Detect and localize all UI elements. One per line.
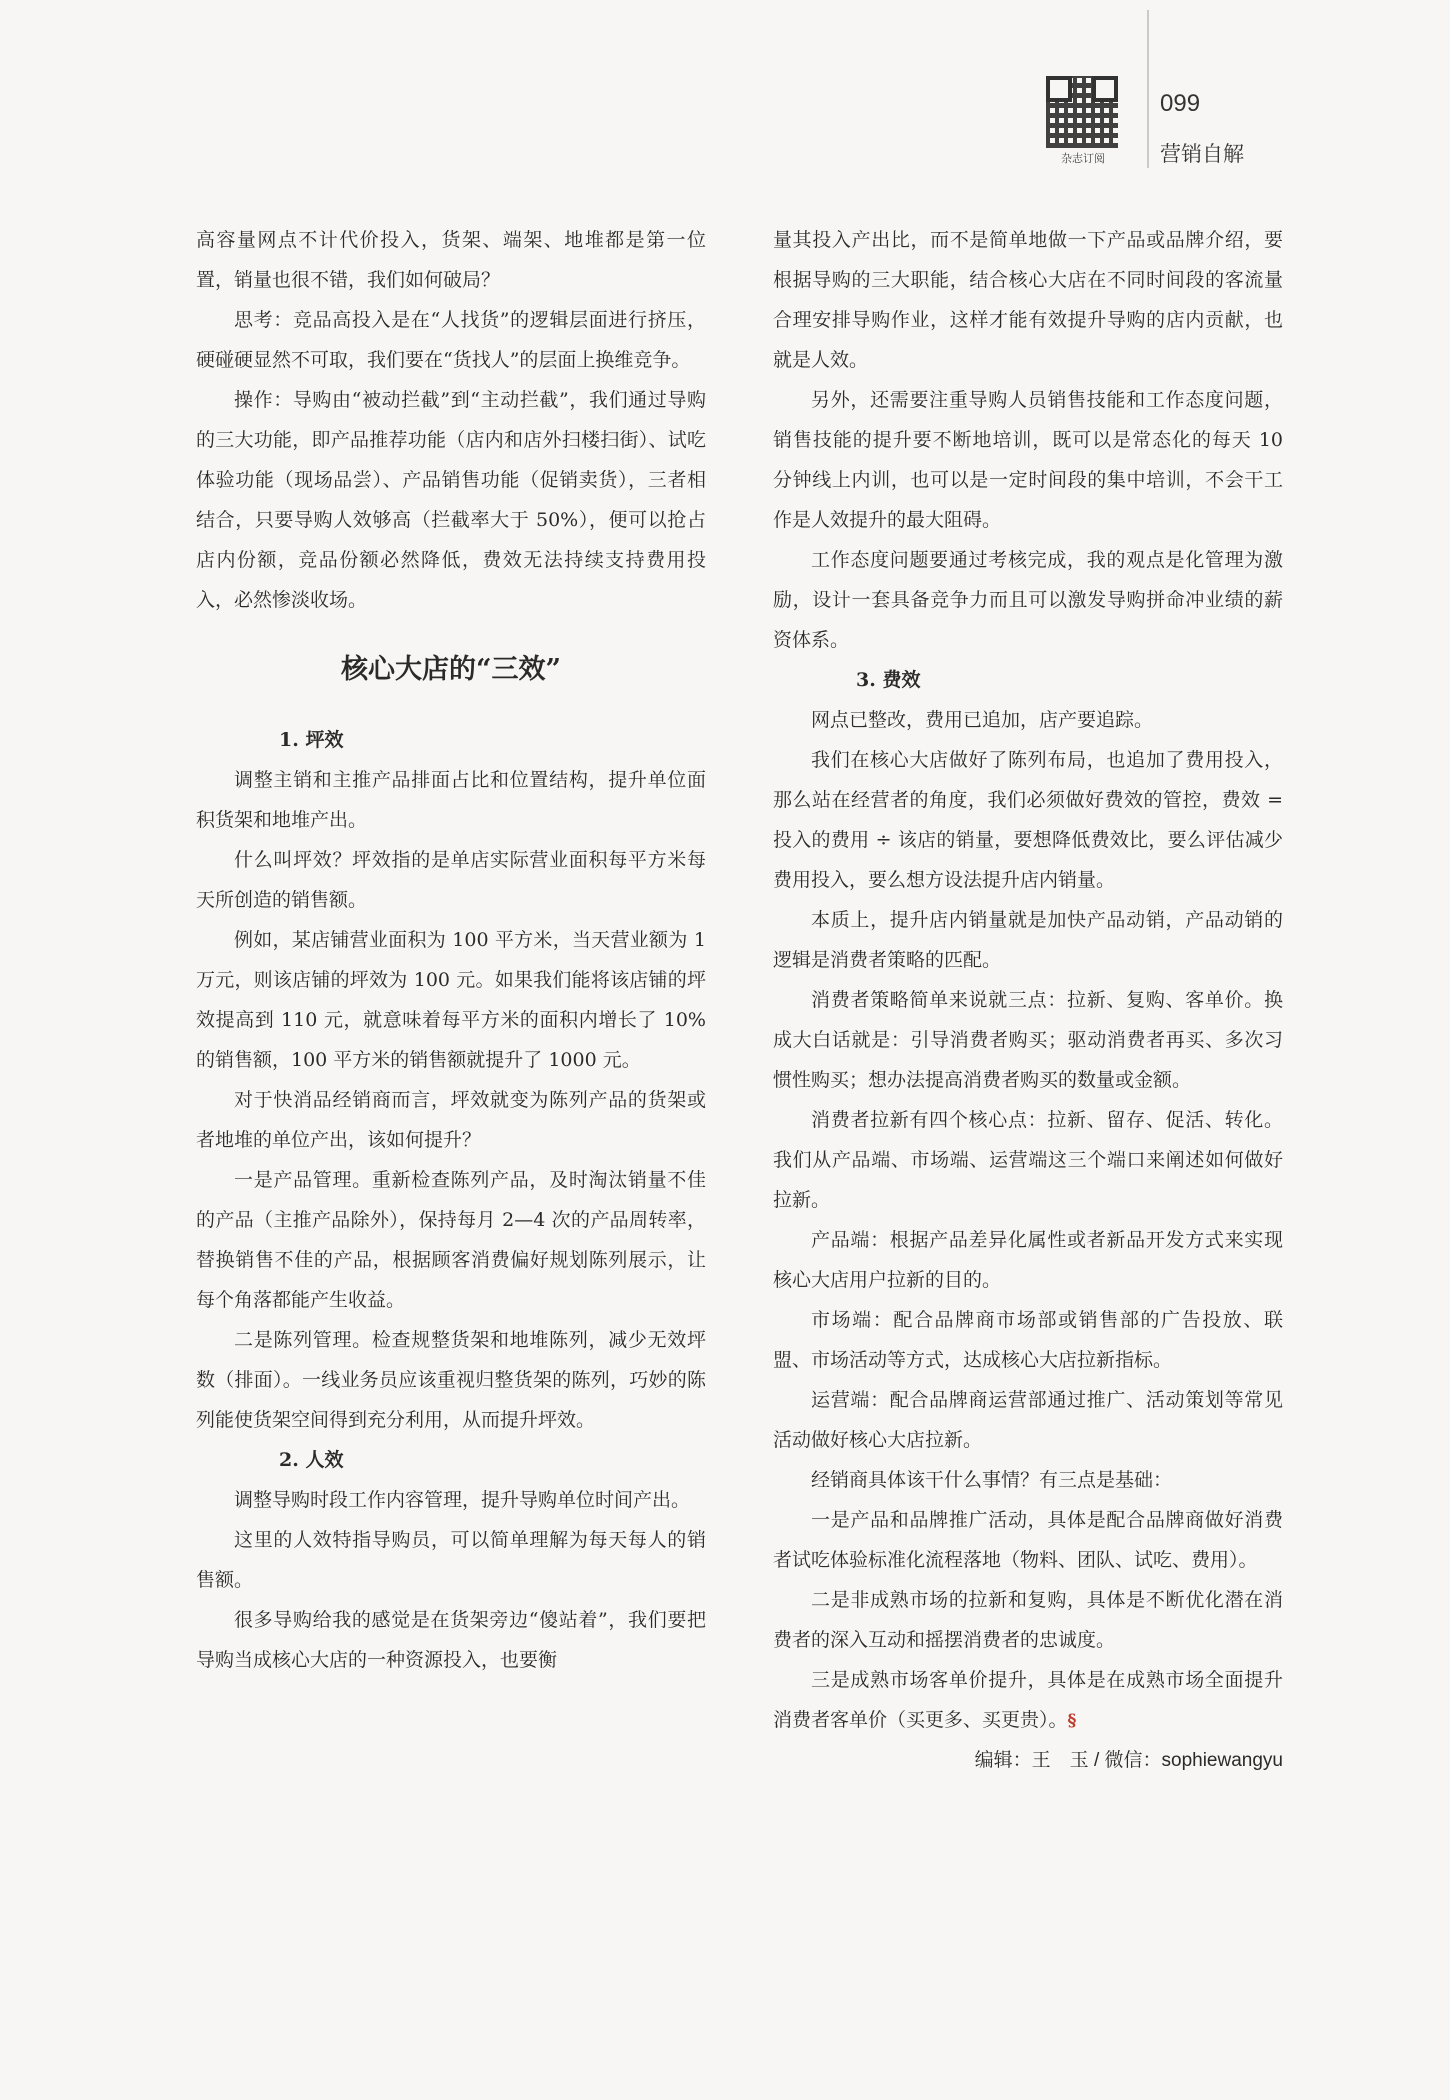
paragraph: 我们在核心大店做好了陈列布局，也追加了费用投入，那么站在经营者的角度，我们必须做好费效的管控，费效 = 投入的费用 ÷ 该店的销量，要想降低费效比，要么评估减少费用投入，要么想方设法提升店内销量。 — [773, 749, 1283, 891]
paragraph: 高容量网点不计代价投入，货架、端架、地堆都是第一位置，销量也很不错，我们如何破局？ — [196, 229, 706, 291]
paragraph: 消费者拉新有四个核心点：拉新、留存、促活、转化。我们从产品端、市场端、运营端这三个端口来阐述如何做好拉新。 — [773, 1109, 1283, 1211]
paragraph: 什么叫坪效？坪效指的是单店实际营业面积每平方米每天所创造的销售额。 — [196, 849, 706, 911]
paragraph: 产品端：根据产品差异化属性或者新品开发方式来实现核心大店用户拉新的目的。 — [773, 1229, 1283, 1291]
paragraph: 调整导购时段工作内容管理，提升导购单位时间产出。 — [234, 1489, 691, 1511]
paragraph: 市场端：配合品牌商市场部或销售部的广告投放、联盟、市场活动等方式，达成核心大店拉新指标。 — [773, 1309, 1283, 1371]
paragraph: 二是陈列管理。检查规整货架和地堆陈列，减少无效坪数（排面）。一线业务员应该重视归整货架的陈列，巧妙的陈列能使货架空间得到充分利用，从而提升坪效。 — [196, 1329, 706, 1431]
paragraph: 调整主销和主推产品排面占比和位置结构，提升单位面积货架和地堆产出。 — [196, 769, 706, 831]
end-mark-icon: § — [1067, 1711, 1077, 1731]
paragraph: 这里的人效特指导购员，可以简单理解为每天每人的销售额。 — [196, 1529, 706, 1591]
paragraph: 网点已整改，费用已追加，店产要追踪。 — [811, 709, 1154, 731]
paragraph: 例如，某店铺营业面积为 100 平方米，当天营业额为 1 万元，则该店铺的坪效为 100 元。如果我们能将该店铺的坪效提高到 110 元，就意味着每平方米的面积内增长了 10% 的销售额，100 平方米的销售额就提升了 1000 元。 — [196, 929, 706, 1071]
subheading: 2. 人效 — [279, 1449, 344, 1471]
paragraph: 消费者策略简单来说就三点：拉新、复购、客单价。换成大白话就是：引导消费者购买；驱动消费者再买、多次习惯性购买；想办法提高消费者购买的数量或金额。 — [773, 989, 1283, 1091]
paragraph: 工作态度问题要通过考核完成，我的观点是化管理为激励，设计一套具备竞争力而且可以激发导购拼命冲业绩的薪资体系。 — [773, 549, 1283, 651]
paragraph: 运营端：配合品牌商运营部通过推广、活动策划等常见活动做好核心大店拉新。 — [773, 1389, 1283, 1451]
paragraph: 经销商具体该干什么事情？有三点是基础： — [811, 1469, 1173, 1491]
paragraph: 一是产品管理。重新检查陈列产品，及时淘汰销量不佳的产品（主推产品除外），保持每月 2—4 次的产品周转率，替换销售不佳的产品，根据顾客消费偏好规划陈列展示，让每个角落都能产生收益。 — [196, 1169, 706, 1311]
page-number: 099 — [1160, 90, 1201, 117]
paragraph-text: 三是成熟市场客单价提升，具体是在成熟市场全面提升消费者客单价（买更多、买更贵）。 — [773, 1669, 1283, 1731]
paragraph: 思考：竞品高投入是在“人找货”的逻辑层面进行挤压，硬碰硬显然不可取，我们要在“货找人”的层面上换维竞争。 — [196, 309, 706, 371]
section-title: 核心大店的“三效” — [340, 654, 562, 685]
paragraph: 本质上，提升店内销量就是加快产品动销，产品动销的逻辑是消费者策略的匹配。 — [773, 909, 1283, 971]
subheading: 1. 坪效 — [279, 729, 344, 751]
paragraph: 二是非成熟市场的拉新和复购，具体是不断优化潜在消费者的深入互动和摇摆消费者的忠诚度。 — [773, 1589, 1283, 1651]
right-column — [773, 220, 1283, 1781]
left-column — [196, 220, 706, 1680]
paragraph: 很多导购给我的感觉是在货架旁边“傻站着”，我们要把导购当成核心大店的一种资源投入，也要衡 — [196, 1609, 706, 1671]
paragraph — [773, 1660, 1283, 1741]
subheading: 3. 费效 — [856, 669, 921, 691]
qr-code-icon[interactable] — [1046, 76, 1118, 148]
qr-caption: 杂志订阅 — [1061, 153, 1105, 165]
paragraph: 操作：导购由“被动拦截”到“主动拦截”，我们通过导购的三大功能，即产品推荐功能（店内和店外扫楼扫街）、试吃体验功能（现场品尝）、产品销售功能（促销卖货），三者相结合，只要导购人效够高（拦截率大于 50%），便可以抢占店内份额，竞品份额必然降低，费效无法持续支持费用投入，必然惨淡收场。 — [196, 389, 706, 611]
paragraph: 一是产品和品牌推广活动，具体是配合品牌商做好消费者试吃体验标准化流程落地（物料、团队、试吃、费用）。 — [773, 1509, 1283, 1571]
section-name: 营销自解 — [1160, 143, 1244, 166]
paragraph: 对于快消品经销商而言，坪效就变为陈列产品的货架或者地堆的单位产出，该如何提升？ — [196, 1089, 706, 1151]
header-divider — [1147, 10, 1149, 168]
paragraph: 量其投入产出比，而不是简单地做一下产品或品牌介绍，要根据导购的三大职能，结合核心大店在不同时间段的客流量合理安排导购作业，这样才能有效提升导购的店内贡献，也就是人效。 — [773, 229, 1283, 371]
editor-credit: 编辑：王 玉 / 微信：sophiewangyu — [974, 1750, 1283, 1771]
paragraph: 另外，还需要注重导购人员销售技能和工作态度问题，销售技能的提升要不断地培训，既可以是常态化的每天 10 分钟线上内训，也可以是一定时间段的集中培训，不会干工作是人效提升的最大阻碍。 — [773, 389, 1283, 531]
